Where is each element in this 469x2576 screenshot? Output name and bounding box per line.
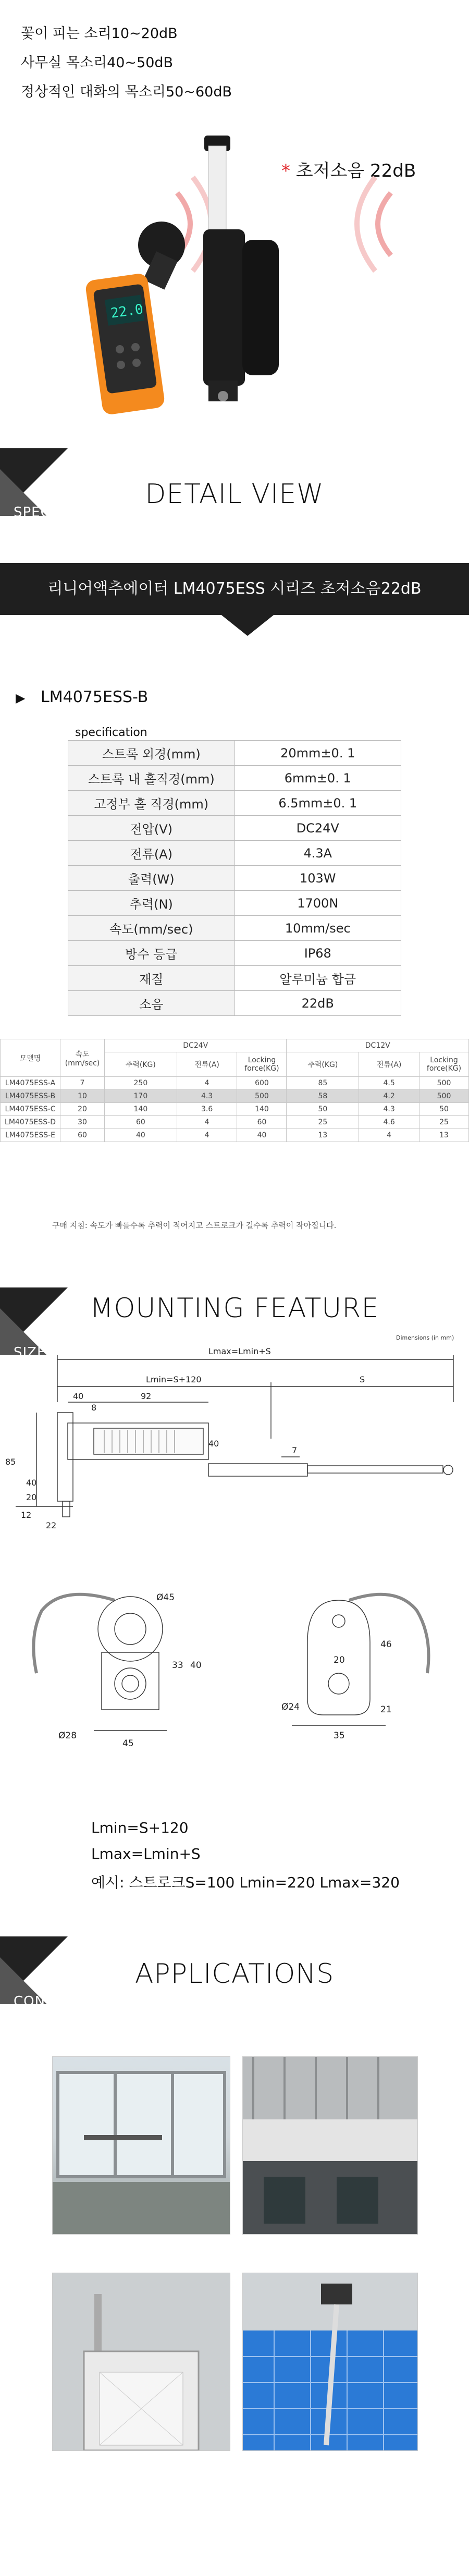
- model-name: LM4075ESS-B: [41, 688, 149, 706]
- end-view-drawing: [0, 1579, 469, 1751]
- header-model: 모델명: [1, 1039, 60, 1077]
- spec-key: 소음: [68, 991, 235, 1016]
- noise-line-2: 사무실 목소리40~50dB: [21, 55, 174, 71]
- meter-reading: 22.0: [109, 301, 144, 322]
- table-row: [1, 1077, 469, 1090]
- label-46: 46: [380, 1639, 392, 1650]
- mounting-drawing: [0, 1334, 469, 1574]
- label-21: 21: [380, 1704, 392, 1715]
- spec-key: 재질: [68, 966, 235, 991]
- spec-row: [68, 891, 401, 916]
- header-tag: SPEC: [14, 505, 51, 520]
- label-40: 40: [73, 1391, 84, 1401]
- label-phi45: Ø45: [156, 1592, 175, 1603]
- application-photo-solar: [242, 2273, 418, 2451]
- label-phi24: Ø24: [281, 1702, 300, 1712]
- spec-key: 출력(W): [68, 866, 235, 891]
- spec-value: 4.3A: [234, 841, 401, 866]
- label-7: 7: [292, 1445, 298, 1455]
- spec-value: 103W: [234, 866, 401, 891]
- label-lmin: Lmin=S+120: [146, 1375, 202, 1384]
- label-40b: 40: [208, 1439, 219, 1449]
- header-speed: 속도 (mm/sec): [60, 1039, 105, 1077]
- formula-1: Lmin=S+120: [91, 1819, 189, 1836]
- label-45: 45: [122, 1738, 134, 1749]
- table-cell-c12: 4.5: [359, 1077, 419, 1090]
- compare-table: [0, 1039, 469, 1142]
- spec-key: 속도(mm/sec): [68, 916, 235, 941]
- spec-row: [68, 866, 401, 891]
- spec-row: [68, 941, 401, 966]
- label-20: 20: [26, 1492, 37, 1502]
- spec-value: DC24V: [234, 816, 401, 841]
- sound-meter-image: [63, 219, 198, 427]
- table-cell-t12: 58: [287, 1090, 359, 1103]
- noise-highlight-text: 초저소음 22dB: [295, 161, 416, 181]
- table-cell-speed: 20: [60, 1103, 105, 1116]
- spec-row: [68, 991, 401, 1016]
- table-cell-t12: 50: [287, 1103, 359, 1116]
- header-tag: SIZE: [14, 1345, 46, 1360]
- spec-key: 고정부 홀 직경(mm): [68, 791, 235, 816]
- table-cell-l12: 50: [419, 1103, 469, 1116]
- table-row: [1, 1116, 469, 1129]
- label-20b: 20: [334, 1655, 345, 1665]
- label-85: 85: [5, 1457, 16, 1467]
- table-cell-l12: 13: [419, 1129, 469, 1142]
- formula-2: Lmax=Lmin+S: [91, 1845, 201, 1862]
- spec-value: 6mm±0. 1: [234, 766, 401, 791]
- table-cell-l24: 140: [237, 1103, 287, 1116]
- header-thrust-12: 추력(KG): [287, 1052, 359, 1077]
- table-row: [1, 1129, 469, 1142]
- table-cell-t12: 25: [287, 1116, 359, 1129]
- label-phi28: Ø28: [58, 1731, 77, 1741]
- table-cell-model: LM4075ESS-B: [1, 1090, 60, 1103]
- table-cell-speed: 30: [60, 1116, 105, 1129]
- spec-key: 방수 등급: [68, 941, 235, 966]
- table-cell-t24: 60: [105, 1116, 177, 1129]
- spec-row: [68, 816, 401, 841]
- table-cell-l12: 500: [419, 1090, 469, 1103]
- spec-row: [68, 841, 401, 866]
- label-92: 92: [141, 1391, 152, 1401]
- formula-3: 예시: 스트로크S=100 Lmin=220 Lmax=320: [91, 1874, 400, 1891]
- label-40c: 40: [26, 1478, 37, 1488]
- section-title: DETAIL VIEW: [145, 479, 324, 510]
- banner-notch: [221, 615, 274, 636]
- spec-value: 20mm±0. 1: [234, 741, 401, 766]
- table-cell-speed: 10: [60, 1090, 105, 1103]
- table-row: [1, 1090, 469, 1103]
- table-cell-model: LM4075ESS-C: [1, 1103, 60, 1116]
- table-cell-c12: 4.3: [359, 1103, 419, 1116]
- table-cell-t12: 85: [287, 1077, 359, 1090]
- header-locking-12: Locking force(KG): [419, 1052, 469, 1077]
- spec-value: 알루미늄 합금: [234, 966, 401, 991]
- table-cell-model: LM4075ESS-E: [1, 1129, 60, 1142]
- table-cell-l12: 25: [419, 1116, 469, 1129]
- application-photo-roof: [242, 2056, 418, 2235]
- table-cell-c12: 4.2: [359, 1090, 419, 1103]
- header-tag: CONT': [14, 1994, 59, 2009]
- product-banner: [0, 563, 469, 615]
- table-cell-l24: 60: [237, 1116, 287, 1129]
- table-cell-c24: 4: [177, 1077, 237, 1090]
- table-cell-t24: 250: [105, 1077, 177, 1090]
- label-8: 8: [91, 1403, 97, 1413]
- noise-line-3: 정상적인 대화의 목소리50~60dB: [21, 84, 232, 100]
- spec-label: specification: [75, 726, 147, 739]
- banner-text: 리니어액추에이터 LM4075ESS 시리즈 초저소음22dB: [47, 580, 422, 598]
- table-cell-c24: 4.3: [177, 1090, 237, 1103]
- table-cell-l24: 40: [237, 1129, 287, 1142]
- spec-value: 1700N: [234, 891, 401, 916]
- spec-value: 10mm/sec: [234, 916, 401, 941]
- table-cell-speed: 60: [60, 1129, 105, 1142]
- label-33: 33: [172, 1660, 183, 1671]
- spec-value: 6.5mm±0. 1: [234, 791, 401, 816]
- spec-key: 전압(V): [68, 816, 235, 841]
- table-row: [1, 1103, 469, 1116]
- table-cell-t24: 170: [105, 1090, 177, 1103]
- spec-row: [68, 916, 401, 941]
- table-cell-c24: 4: [177, 1116, 237, 1129]
- label-s: S: [360, 1375, 365, 1384]
- spec-key: 추력(N): [68, 891, 235, 916]
- model-heading: [16, 688, 148, 706]
- spec-key: 스트록 외경(mm): [68, 741, 235, 766]
- noise-intro: [0, 0, 469, 448]
- table-cell-model: LM4075ESS-D: [1, 1116, 60, 1129]
- noise-line-1: 꽃이 피는 소리10~20dB: [21, 26, 178, 42]
- red-star-icon: *: [281, 161, 290, 181]
- label-35: 35: [334, 1731, 345, 1741]
- header-dc12: DC12V: [287, 1039, 469, 1052]
- header-current-24: 전류(A): [177, 1052, 237, 1077]
- table-cell-model: LM4075ESS-A: [1, 1077, 60, 1090]
- section-header-applications: [0, 1936, 469, 2020]
- spec-key: 스트록 내 홀직경(mm): [68, 766, 235, 791]
- header-locking-24: Locking force(KG): [237, 1052, 287, 1077]
- table-cell-c12: 4.6: [359, 1116, 419, 1129]
- table-cell-c24: 4: [177, 1129, 237, 1142]
- label-40d: 40: [190, 1660, 202, 1671]
- label-lmax: Lmax=Lmin+S: [208, 1346, 271, 1356]
- spec-row: [68, 766, 401, 791]
- table-cell-l24: 500: [237, 1090, 287, 1103]
- table-cell-l24: 600: [237, 1077, 287, 1090]
- spec-value: IP68: [234, 941, 401, 966]
- header-thrust-24: 추력(KG): [105, 1052, 177, 1077]
- purchase-note: 구매 지침: 속도가 빠를수록 추력이 적어지고 스트로크가 길수록 추력이 작아집니다.: [52, 1221, 337, 1230]
- spec-value: 22dB: [234, 991, 401, 1016]
- spec-row: [68, 741, 401, 766]
- section-title: APPLICATIONS: [134, 1958, 335, 1990]
- application-photo-box: [52, 2273, 230, 2451]
- label-22: 22: [46, 1520, 57, 1530]
- section-header-spec: [0, 448, 469, 532]
- header-current-12: 전류(A): [359, 1052, 419, 1077]
- spec-key: 전류(A): [68, 841, 235, 866]
- spec-row: [68, 966, 401, 991]
- spec-table: [68, 740, 401, 1016]
- header-dc24: DC24V: [105, 1039, 287, 1052]
- actuator-image: [188, 136, 313, 427]
- spec-row: [68, 791, 401, 816]
- application-photo-window: [52, 2056, 230, 2235]
- label-12: 12: [21, 1510, 32, 1520]
- table-cell-c12: 4: [359, 1129, 419, 1142]
- table-cell-t24: 40: [105, 1129, 177, 1142]
- table-cell-t24: 140: [105, 1103, 177, 1116]
- table-cell-t12: 13: [287, 1129, 359, 1142]
- arrow-right-icon: ▶: [16, 691, 26, 705]
- sound-wave-icon: [344, 172, 412, 276]
- dimension-note: Dimensions (in mm): [396, 1334, 454, 1341]
- section-title: MOUNTING FEATURE: [90, 1293, 379, 1324]
- table-cell-speed: 7: [60, 1077, 105, 1090]
- table-cell-l12: 500: [419, 1077, 469, 1090]
- table-cell-c24: 3.6: [177, 1103, 237, 1116]
